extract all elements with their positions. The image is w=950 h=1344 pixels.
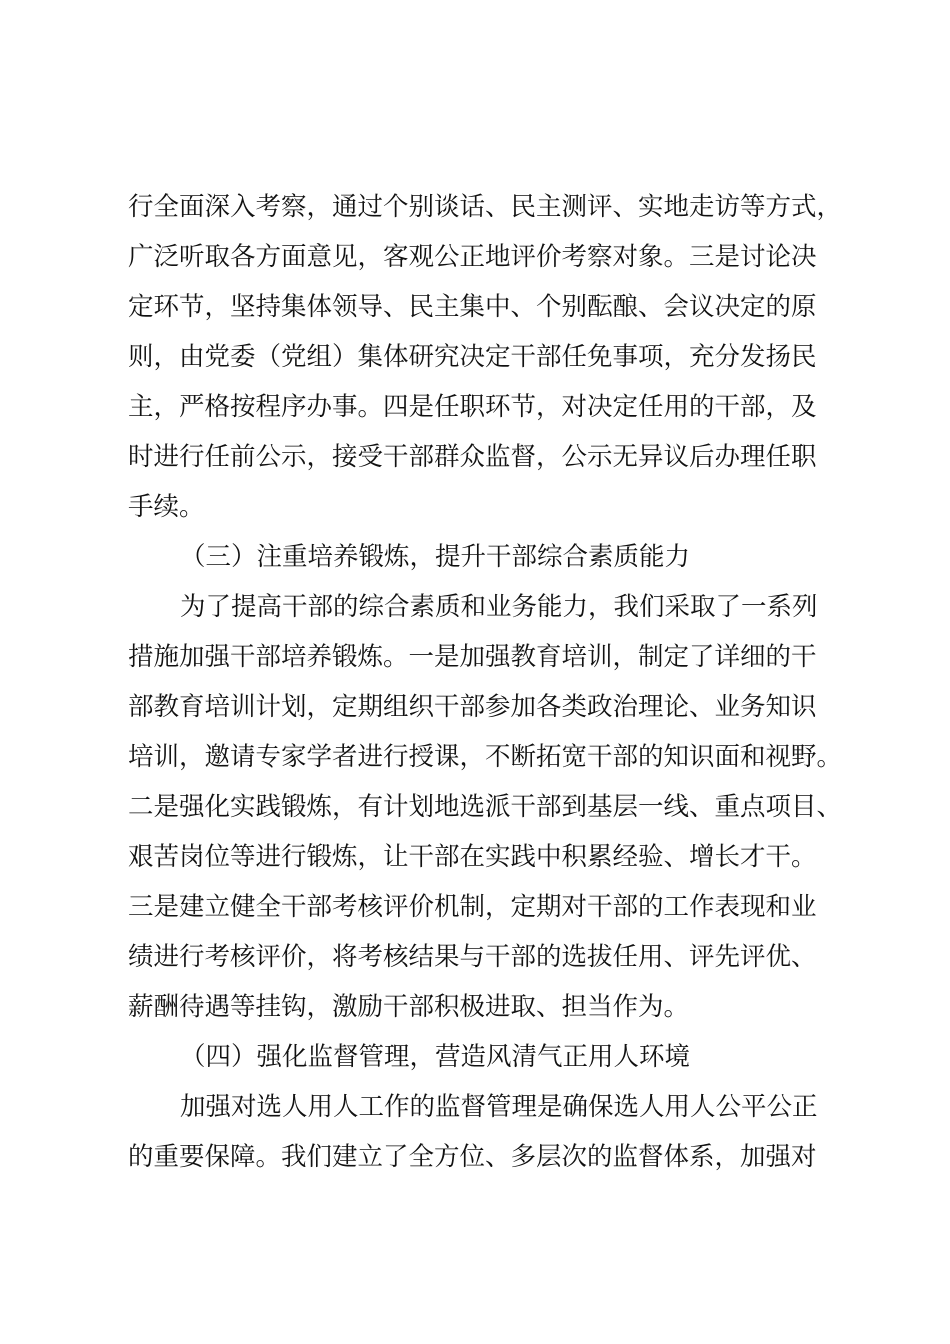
text-line: 广泛听取各方面意见，客观公正地评价考察对象。三是讨论决 [128, 242, 817, 272]
section-heading-4: （四）强化监督管理，营造风清气正用人环境 [180, 1042, 691, 1072]
text-line: 的重要保障。我们建立了全方位、多层次的监督体系，加强对 [128, 1142, 817, 1172]
section-heading-3: （三）注重培养锻炼，提升干部综合素质能力 [180, 542, 691, 572]
text-line: 二是强化实践锻炼，有计划地选派干部到基层一线、重点项目、 [128, 792, 843, 822]
text-line: 绩进行考核评价，将考核结果与干部的选拔任用、评先评优、 [128, 942, 817, 972]
text-line: 薪酬待遇等挂钩，激励干部积极进取、担当作为。 [128, 992, 690, 1022]
text-line: 主，严格按程序办事。四是任职环节，对决定任用的干部，及 [128, 392, 817, 422]
text-line: 培训，邀请专家学者进行授课，不断拓宽干部的知识面和视野。 [128, 742, 843, 772]
text-line: 措施加强干部培养锻炼。一是加强教育培训，制定了详细的干 [128, 642, 817, 672]
paragraph-first-line: 为了提高干部的综合素质和业务能力，我们采取了一系列 [180, 592, 818, 622]
text-line: 三是建立健全干部考核评价机制，定期对干部的工作表现和业 [128, 892, 817, 922]
text-line: 手续。 [128, 492, 205, 522]
text-line: 部教育培训计划，定期组织干部参加各类政治理论、业务知识 [128, 692, 817, 722]
document-body [128, 182, 848, 1182]
paragraph-first-line: 加强对选人用人工作的监督管理是确保选人用人公平公正 [180, 1092, 818, 1122]
text-line: 时进行任前公示，接受干部群众监督，公示无异议后办理任职 [128, 442, 817, 472]
text-line: 则，由党委（党组）集体研究决定干部任免事项，充分发扬民 [128, 342, 817, 372]
text-line: 行全面深入考察，通过个别谈话、民主测评、实地走访等方式， [128, 192, 843, 222]
text-line: 艰苦岗位等进行锻炼，让干部在实践中积累经验、增长才干。 [128, 842, 817, 872]
text-line: 定环节，坚持集体领导、民主集中、个别酝酿、会议决定的原 [128, 292, 817, 322]
